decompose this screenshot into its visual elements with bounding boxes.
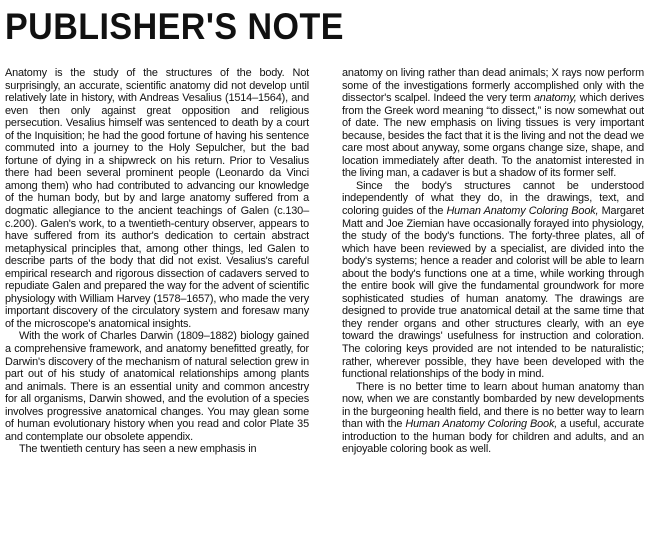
italic-text: Human Anatomy Coloring Book, [446,205,599,218]
text-column-left [5,67,309,456]
paragraph-text: Margaret Matt and Joe Ziemian have occasionally forayed into physiology, the study of the body's functions. The forty-three plates, all of which have been reviewed by a specialist, are divided into the body's systems; hence a reader and colorist will be able to learn about the body's functions one at a time, while working through the entire book will give the fundamental groundwork for more sophisticated studies of human anatomy. The drawings are designed to provide true anatomical detail at the same time that they render organs and other structures clearly, with an eye toward the drawings' usefulness for instruction and coloration. The coloring keys provided are not intended to be naturalistic; rather, wherever possible, they have been developed with the functional relationships of the body in mind. [342,205,644,381]
paragraph-text: There is no better time to learn about human anatomy than now, when we are constantly bombarded by new developments in the burgeoning health field, and there is no better way to learn than with the [342,380,644,431]
paragraph [5,330,309,443]
paragraph [342,381,644,456]
paragraph-text: anatomy on living rather than dead animals; X rays now perform some of the investigations formerly accomplished only with the dissector's scalpel. Indeed the very term [342,67,644,105]
italic-text: Human Anatomy Coloring Book, [405,418,558,431]
paragraph-text: The twentieth century has seen a new emphasis in [19,443,257,456]
paragraph [5,67,309,330]
italic-text: anatomy, [533,92,577,105]
paragraph [5,443,309,456]
paragraph [342,67,644,180]
paragraph-text: which derives from the Greek word meaning “to dissect,” is now somewhat out of date. The new emphasis on living tissues is very important because, besides the fact that it is the living and not the dead we care most about anyway, some organs change size, shape, and location immediately after death. To the anatomist interested in the living man, a cadaver is but a shadow of its former self. [342,92,644,180]
paragraph-text: Anatomy is the study of the structures of the body. Not surprisingly, an accurate, scientific anatomy did not develop until relatively late in history, with Andreas Vesalius (1514–1564), and even then only against great opposition and religious persecution. Vesalius himself was sentenced to death by a court of the Inquisition; he had the good fortune of having his sentence commuted into a journey to the Holy Sepulcher, but the bad fortune of dying in a shipwreck on his return. Prior to Vesalius there had been several prominent people (Leonardo da Vinci among them) who had contributed to advancing our knowledge of the human body, but by and large anatomy suffered from a dogmatic allegiance to the ancient teachings of Galen (c.130–c.200). Galen's work, to a twentieth-century observer, appears to have suffered from its author's dedication to certain abstract metaphysical principles that, among other things, led Galen to describe parts of the body that did not exist. Vesalius's careful empirical research and rigorous dissection of cadavers served to repudiate Galen and prepared the way for the advent of scientific physiology with William Harvey (1578–1657), who made the very important discovery of the circulatory system and foresaw many of the microscope's anatomical insights. [5,67,309,330]
text-column-right [342,67,644,456]
paragraph [342,180,644,381]
paragraph-text: a useful, accurate introduction to the human body for children and adults, and an enjoyable coloring book as well. [342,418,644,456]
paragraph-text: With the work of Charles Darwin (1809–1882) biology gained a comprehensive framework, and anatomy benefitted greatly, for Darwin's discovery of the mechanism of natural selection grew in part out of his study of anatomical relationships among plants and animals. There is an essential unity and common ancestry for all organisms, Darwin showed, and the evolution of a species involves progressive anatomical changes. You may glean some of human evolutionary history when you read and color Plate 35 and contemplate our obsolete appendix. [5,330,309,443]
page-title: PUBLISHER'S NOTE [5,6,344,47]
paragraph-text: Since the body's structures cannot be understood independently of what they do, in the drawings, text, and coloring guides of the [342,179,644,218]
